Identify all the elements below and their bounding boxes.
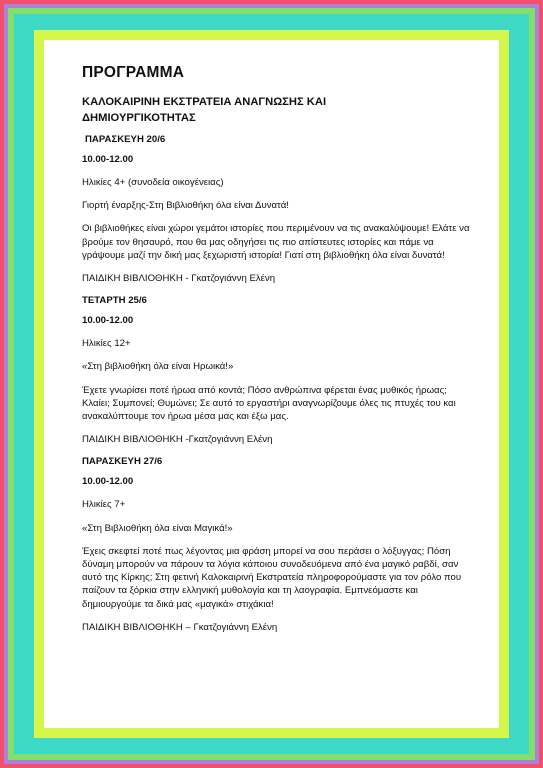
event-time: 10.00-12.00 [82,476,134,488]
event-organizer: ΠΑΙΔΙΚΗ ΒΙΒΛΙΟΘΗΚΗ – Γκατζογιάννη Ελένη [82,621,278,633]
event-description: Έχετε γνωρίσει ποτέ ήρωα από κοντά; Πόσο ανθρώπινα φέρεται ένας μυθικός ήρωας; Κλαίει; Συμπονεί; Θυμώνει; Σε αυτό το εργαστήρι αναγνωρίζουμε όλες τις πτυχές του και ανακαλύπτουμε τον ήρωα μέσα μας και έξω μας. [82,384,456,423]
event-time: 10.00-12.00 [82,154,134,165]
page-title: ΠΡΟΓΡΑΜΜΑ [82,64,185,81]
event-day: ΠΑΡΑΣΚΕΥΗ 27/6 [82,456,163,468]
event-1 [82,134,477,285]
event-heading: «Στη βιβλιοθήκη όλα είναι Ηρωικά!» [82,361,234,373]
campaign-title: ΚΑΛΟΚΑΙΡΙΝΗ ΕΚΣΤΡΑΤΕΙΑ ΑΝΑΓΝΩΣΗΣ ΚΑΙ ΔΗΜΙΟΥΡΓΙΚΟΤΗΤΑΣ [82,96,327,124]
event-2 [82,295,477,446]
event-day: ΠΑΡΑΣΚΕΥΗ 20/6 [85,134,166,145]
event-3 [82,456,477,634]
event-description: Έχεις σκεφτεί ποτέ πως λέγοντας μια φράση μπορεί να σου περάσει ο λόξυγγας; Πόση δύναμη μπορούν να πάρουν τα λόγια κάποιου συνοδευόμενα από ένα μαγικό ραβδί, σαν αυτό της Κίρκης; Στη φετινή Καλοκαιρινή Εκστρατεία πληροφορούμαστε για τον ρόλο που παίζουν τα ξόρκια στην ελληνική μυθολογία και τη λαογραφία. Εμπνεόμαστε και δημιουργούμε τα δικά μας «μαγικά» στιχάκια! [82,545,462,610]
event-organizer: ΠΑΙΔΙΚΗ ΒΙΒΛΙΟΘΗΚΗ -Γκατζογιάννη Ελένη [82,434,273,446]
event-ages: Ηλικίες 4+ (συνοδεία οικογένειας) [82,177,224,188]
event-heading: «Στη Βιβλιοθήκη όλα είναι Μαγικά!» [82,522,233,534]
event-description: Οι βιβλιοθήκες είναι χώροι γεμάτοι ιστορίες που περιμένουν να τις ανακαλύψουμε! Ελάτε να βρούμε τον θησαυρό, που θα μας οδηγήσει τις πιο απίστευτες ιστορίες και πάμε να γράψουμε μαζί την δική μας ξεχωριστή ιστορία! Γιατί στη βιβλιοθήκη όλα είναι δυνατά! [82,223,470,261]
event-heading: Γιορτή έναρξης-Στη Βιβλιοθήκη όλα είναι Δυνατά! [82,200,289,212]
event-ages: Ηλικίες 7+ [82,499,126,511]
event-day: ΤΕΤΑΡΤΗ 25/6 [82,295,147,307]
program-page [44,40,499,728]
event-organizer: ΠΑΙΔΙΚΗ ΒΙΒΛΙΟΘΗΚΗ - Γκατζογιάννη Ελένη [82,273,276,285]
event-ages: Ηλικίες 12+ [82,338,131,350]
event-time: 10.00-12.00 [82,315,134,327]
